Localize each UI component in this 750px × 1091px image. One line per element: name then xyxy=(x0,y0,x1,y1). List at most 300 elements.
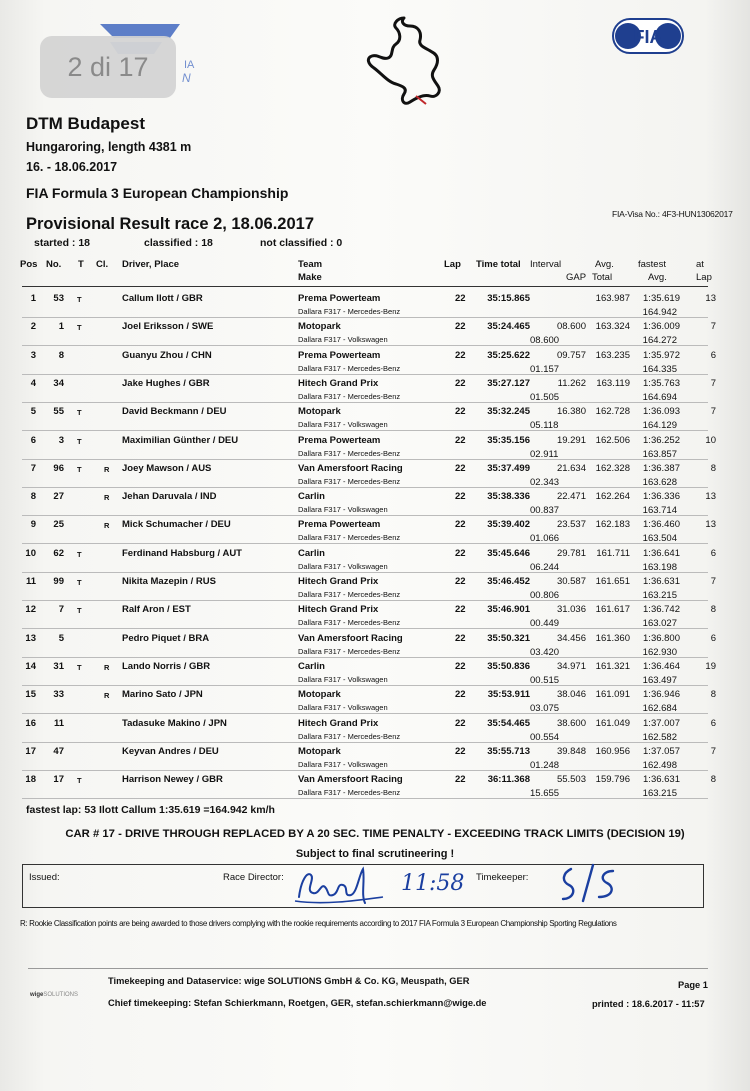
row-team: Motopark xyxy=(298,745,341,757)
row-gap: 02.343 xyxy=(530,476,560,488)
row-avg-speed: 161.651 xyxy=(595,576,630,587)
row-fastest-avg: 163.497 xyxy=(642,674,677,686)
row-fastest-lap: 1:37.057 xyxy=(643,745,680,757)
table-row xyxy=(0,545,750,573)
row-t-flag: T xyxy=(77,295,82,304)
row-number: 11 xyxy=(53,717,64,729)
row-team: Prema Powerteam xyxy=(298,434,381,446)
row-number: 96 xyxy=(53,462,64,474)
table-row xyxy=(0,290,750,318)
row-make: Dallara F317 - Volkswagen xyxy=(298,561,388,571)
row-time-total: 36:11.368 xyxy=(487,774,530,786)
row-number: 34 xyxy=(53,377,64,389)
row-make: Dallara F317 - Volkswagen xyxy=(298,703,388,713)
row-fastest-avg: 162.684 xyxy=(642,703,677,715)
row-fastest-lap: 1:35.763 xyxy=(643,377,680,389)
row-fastest-avg: 163.027 xyxy=(642,618,677,630)
row-pos: 5 xyxy=(30,406,36,418)
row-avg-speed: 163.235 xyxy=(595,349,630,361)
row-fastest-lap: 1:37.007 xyxy=(643,717,680,729)
row-time-total: 35:38.336 xyxy=(487,491,530,503)
row-number: 3 xyxy=(58,434,64,446)
row-fastest-avg: 163.714 xyxy=(642,505,677,517)
table-row xyxy=(0,432,750,460)
row-at-lap: 8 xyxy=(710,689,716,701)
row-make: Dallara F317 - Mercedes-Benz xyxy=(298,476,401,486)
row-fastest-avg: 163.504 xyxy=(642,533,677,545)
row-avg-speed: 161.321 xyxy=(595,660,630,672)
table-row xyxy=(0,460,750,488)
row-at-lap: 7 xyxy=(710,576,716,587)
row-interval: 21.634 xyxy=(556,462,586,474)
col-pos: Pos xyxy=(20,259,38,270)
row-avg-speed: 162.264 xyxy=(595,491,630,503)
row-laps: 22 xyxy=(455,491,466,503)
row-make: Dallara F317 - Volkswagen xyxy=(298,335,388,345)
row-t-flag: T xyxy=(77,606,82,616)
row-time-total: 35:55.713 xyxy=(487,745,530,757)
row-fastest-avg: 164.942 xyxy=(642,307,677,318)
row-time-total: 35:50.836 xyxy=(487,660,530,672)
row-number: 99 xyxy=(53,576,64,587)
row-number: 62 xyxy=(53,547,64,559)
row-interval: 29.781 xyxy=(556,547,586,559)
footer-chief-timekeeping: Chief timekeeping: Stefan Schierkmann, Roetgen, GER, stefan.schierkmann@wige.de xyxy=(108,998,487,1008)
row-fastest-lap: 1:36.252 xyxy=(643,434,680,446)
signature-time: 11:58 xyxy=(401,871,465,896)
row-at-lap: 7 xyxy=(710,321,716,333)
row-at-lap: 7 xyxy=(710,406,716,418)
row-laps: 22 xyxy=(455,434,466,446)
row-gap: 08.600 xyxy=(530,335,560,347)
row-laps: 22 xyxy=(455,774,466,786)
row-at-lap: 6 xyxy=(710,632,716,644)
col-fastest-avg: Avg. xyxy=(648,272,667,283)
row-interval: 23.537 xyxy=(556,519,586,531)
col-gap: GAP xyxy=(566,272,587,283)
row-fastest-avg: 164.694 xyxy=(642,391,677,403)
row-driver: Ralf Aron / EST xyxy=(122,604,191,616)
row-laps: 22 xyxy=(455,660,466,672)
row-make: Dallara F317 - Mercedes-Benz xyxy=(298,363,401,373)
row-gap: 15.655 xyxy=(530,788,560,800)
row-fastest-avg: 163.857 xyxy=(642,448,677,460)
championship-name: FIA Formula 3 European Championship xyxy=(26,185,289,201)
col-t: T xyxy=(78,259,84,270)
table-row xyxy=(0,658,750,686)
table-row xyxy=(0,516,750,544)
row-driver: David Beckmann / DEU xyxy=(122,406,227,418)
row-number: 17 xyxy=(53,774,64,786)
row-fastest-avg: 162.930 xyxy=(642,646,677,658)
row-number: 31 xyxy=(53,660,64,672)
row-gap: 01.505 xyxy=(530,391,560,403)
row-laps: 22 xyxy=(455,745,466,757)
col-make: Make xyxy=(298,272,322,283)
row-driver: Ferdinand Habsburg / AUT xyxy=(122,547,242,559)
table-row xyxy=(0,318,750,346)
row-driver: Guanyu Zhou / CHN xyxy=(122,349,212,361)
page-counter-badge: 2 di 17 xyxy=(40,36,176,98)
row-team: Motopark xyxy=(298,689,341,701)
row-pos: 9 xyxy=(30,519,36,531)
row-laps: 22 xyxy=(455,547,466,559)
row-fastest-avg: 164.335 xyxy=(642,363,677,375)
row-interval: 38.600 xyxy=(556,717,586,729)
row-driver: Nikita Mazepin / RUS xyxy=(122,576,216,587)
col-at-lap: Lap xyxy=(696,272,712,283)
svg-text:IA: IA xyxy=(184,59,195,71)
row-driver: Callum Ilott / GBR xyxy=(122,293,203,304)
row-fastest-lap: 1:36.387 xyxy=(643,462,680,474)
row-team: Hitech Grand Prix xyxy=(298,717,379,729)
row-make: Dallara F317 - Mercedes-Benz xyxy=(298,646,401,656)
row-fastest-lap: 1:36.742 xyxy=(643,604,680,616)
row-time-total: 35:35.156 xyxy=(487,434,530,446)
row-driver: Mick Schumacher / DEU xyxy=(122,519,231,531)
row-time-total: 35:25.622 xyxy=(487,349,530,361)
row-make: Dallara F317 - Volkswagen xyxy=(298,674,388,684)
row-gap: 01.066 xyxy=(530,533,560,545)
row-gap: 03.075 xyxy=(530,703,560,715)
row-fastest-lap: 1:36.460 xyxy=(643,519,680,531)
row-laps: 22 xyxy=(455,293,466,304)
row-laps: 22 xyxy=(455,377,466,389)
row-pos: 15 xyxy=(25,689,36,701)
row-number: 8 xyxy=(58,349,64,361)
row-team: Hitech Grand Prix xyxy=(298,377,379,389)
row-fastest-avg: 163.215 xyxy=(642,788,677,800)
row-rookie-flag: R xyxy=(104,662,110,672)
row-team: Hitech Grand Prix xyxy=(298,604,379,616)
row-time-total: 35:15.865 xyxy=(487,293,530,304)
penalty-note: CAR # 17 - DRIVE THROUGH REPLACED BY A 20 SEC. TIME PENALTY - EXCEEDING TRACK LIMITS (DECISION 19) xyxy=(65,828,685,840)
row-laps: 22 xyxy=(455,519,466,531)
race-director-label: Race Director: xyxy=(223,872,284,883)
row-time-total: 35:37.499 xyxy=(487,462,530,474)
row-interval: 34.971 xyxy=(556,660,586,672)
row-time-total: 35:39.402 xyxy=(487,519,530,531)
row-at-lap: 6 xyxy=(710,349,716,361)
row-at-lap: 6 xyxy=(710,717,716,729)
row-pos: 6 xyxy=(30,434,36,446)
row-gap: 06.244 xyxy=(530,561,560,573)
track-info: Hungaroring, length 4381 m xyxy=(26,140,192,154)
timekeeper-label: Timekeeper: xyxy=(476,872,529,883)
row-t-flag: T xyxy=(77,408,82,418)
row-interval: 19.291 xyxy=(556,434,586,446)
row-avg-speed: 161.049 xyxy=(595,717,630,729)
row-number: 7 xyxy=(58,604,64,616)
row-avg-speed: 161.091 xyxy=(595,689,630,701)
row-time-total: 35:50.321 xyxy=(487,632,530,644)
table-row xyxy=(0,347,750,375)
row-t-flag: T xyxy=(77,549,82,559)
row-laps: 22 xyxy=(455,689,466,701)
row-driver: Harrison Newey / GBR xyxy=(122,774,223,786)
row-team: Carlin xyxy=(298,491,325,503)
row-fastest-lap: 1:36.631 xyxy=(643,576,680,587)
col-interval: Interval xyxy=(530,259,562,270)
row-pos: 17 xyxy=(25,745,36,757)
row-gap: 05.118 xyxy=(530,420,559,432)
row-laps: 22 xyxy=(455,576,466,587)
row-team: Van Amersfoort Racing xyxy=(298,462,403,474)
row-fastest-avg: 164.129 xyxy=(642,420,677,432)
row-interval: 55.503 xyxy=(556,774,586,786)
row-driver: Lando Norris / GBR xyxy=(122,660,211,672)
row-time-total: 35:46.452 xyxy=(487,576,530,587)
row-laps: 22 xyxy=(455,717,466,729)
table-header-rule xyxy=(22,286,708,287)
wige-logo: wigeSOLUTIONS xyxy=(30,992,79,998)
row-make: Dallara F317 - Mercedes-Benz xyxy=(298,731,401,741)
row-fastest-lap: 1:36.464 xyxy=(643,660,680,672)
row-pos: 13 xyxy=(25,632,36,644)
row-rookie-flag: R xyxy=(104,521,110,531)
table-row xyxy=(0,375,750,403)
row-t-flag: T xyxy=(77,578,82,587)
row-pos: 16 xyxy=(25,717,36,729)
row-team: Carlin xyxy=(298,547,325,559)
row-fastest-avg: 163.198 xyxy=(642,561,677,573)
row-avg-speed: 160.956 xyxy=(595,745,630,757)
col-at: at xyxy=(696,259,704,270)
row-time-total: 35:27.127 xyxy=(487,377,530,389)
row-avg-speed: 163.987 xyxy=(595,293,630,304)
row-fastest-lap: 1:35.972 xyxy=(643,349,680,361)
hungaroring-track-map-icon xyxy=(360,14,470,110)
row-laps: 22 xyxy=(455,321,466,333)
row-separator xyxy=(22,798,708,799)
row-make: Dallara F317 - Mercedes-Benz xyxy=(298,590,401,599)
col-team: Team xyxy=(298,259,323,270)
timekeeper-signature xyxy=(553,859,633,909)
row-gap: 01.157 xyxy=(530,363,560,375)
row-gap: 00.806 xyxy=(530,590,560,601)
scrutineering-note: Subject to final scrutineering ! xyxy=(295,848,455,860)
row-at-lap: 10 xyxy=(705,434,716,446)
race-director-signature xyxy=(293,861,403,909)
row-avg-speed: 161.360 xyxy=(595,632,630,644)
row-at-lap: 13 xyxy=(705,491,716,503)
row-make: Dallara F317 - Volkswagen xyxy=(298,505,388,515)
row-interval: 38.046 xyxy=(556,689,586,701)
row-fastest-avg: 163.215 xyxy=(642,590,677,601)
row-interval: 11.262 xyxy=(557,377,586,389)
row-t-flag: T xyxy=(77,464,82,474)
result-title: Provisional Result race 2, 18.06.2017 xyxy=(26,215,315,233)
row-make: Dallara F317 - Mercedes-Benz xyxy=(298,391,401,401)
row-pos: 18 xyxy=(25,774,36,786)
row-pos: 3 xyxy=(30,349,36,361)
col-fastest: fastest xyxy=(638,259,666,270)
row-t-flag: T xyxy=(77,323,82,333)
col-lap: Lap xyxy=(444,259,461,270)
row-fastest-avg: 163.628 xyxy=(642,476,677,488)
row-make: Dallara F317 - Volkswagen xyxy=(298,759,388,769)
row-number: 1 xyxy=(58,321,64,333)
row-fastest-lap: 1:36.946 xyxy=(643,689,680,701)
row-make: Dallara F317 - Mercedes-Benz xyxy=(298,307,401,316)
row-number: 5 xyxy=(58,632,64,644)
table-row xyxy=(0,771,750,799)
row-at-lap: 6 xyxy=(710,547,716,559)
row-driver: Keyvan Andres / DEU xyxy=(122,745,219,757)
col-avg: Avg. xyxy=(595,259,614,270)
row-time-total: 35:32.245 xyxy=(487,406,530,418)
fia-logo xyxy=(612,18,684,54)
svg-text:FIA: FIA xyxy=(633,27,663,47)
row-time-total: 35:24.465 xyxy=(487,321,530,333)
row-number: 55 xyxy=(53,406,64,418)
row-avg-speed: 162.506 xyxy=(595,434,630,446)
row-at-lap: 19 xyxy=(705,660,716,672)
row-pos: 14 xyxy=(25,660,36,672)
row-team: Motopark xyxy=(298,321,341,333)
svg-text:N: N xyxy=(182,71,191,85)
row-at-lap: 13 xyxy=(705,293,716,304)
table-row xyxy=(0,743,750,771)
row-team: Carlin xyxy=(298,660,325,672)
row-interval: 39.848 xyxy=(556,745,586,757)
row-interval: 34.456 xyxy=(556,632,586,644)
row-fastest-avg: 164.272 xyxy=(642,335,677,347)
row-avg-speed: 162.183 xyxy=(595,519,630,531)
col-time-total: Time total xyxy=(476,259,521,270)
row-gap: 00.554 xyxy=(530,731,560,743)
row-fastest-lap: 1:35.619 xyxy=(643,293,680,304)
col-total: Total xyxy=(592,272,613,283)
row-fastest-lap: 1:36.009 xyxy=(643,321,680,333)
signature-box xyxy=(22,864,704,908)
row-at-lap: 7 xyxy=(710,745,716,757)
row-driver: Tadasuke Makino / JPN xyxy=(122,717,227,729)
table-row xyxy=(0,630,750,658)
row-avg-speed: 161.617 xyxy=(595,604,630,616)
row-pos: 11 xyxy=(25,576,36,587)
row-at-lap: 8 xyxy=(710,774,716,786)
row-fastest-lap: 1:36.631 xyxy=(643,774,680,786)
table-row xyxy=(0,573,750,601)
row-t-flag: T xyxy=(77,776,82,786)
col-cl: Cl. xyxy=(96,259,109,270)
row-driver: Joel Eriksson / SWE xyxy=(122,321,214,333)
row-time-total: 35:53.911 xyxy=(487,689,530,701)
row-laps: 22 xyxy=(455,604,466,616)
table-row xyxy=(0,601,750,629)
row-fastest-avg: 162.582 xyxy=(642,731,677,743)
row-fastest-lap: 1:36.093 xyxy=(643,406,680,418)
row-at-lap: 8 xyxy=(710,462,716,474)
row-gap: 01.248 xyxy=(530,759,560,771)
row-time-total: 35:45.646 xyxy=(487,547,530,559)
row-number: 53 xyxy=(53,293,64,304)
row-at-lap: 13 xyxy=(705,519,716,531)
row-pos: 4 xyxy=(30,377,36,389)
row-number: 33 xyxy=(53,689,64,701)
row-fastest-lap: 1:36.641 xyxy=(643,547,680,559)
row-laps: 22 xyxy=(455,462,466,474)
table-row xyxy=(0,715,750,743)
footer-timekeeping: Timekeeping and Dataservice: wige SOLUTIONS GmbH & Co. KG, Meuspath, GER xyxy=(108,976,470,986)
row-number: 27 xyxy=(53,491,64,503)
row-avg-speed: 163.324 xyxy=(595,321,630,333)
row-laps: 22 xyxy=(455,632,466,644)
row-interval: 16.380 xyxy=(556,406,586,418)
row-make: Dallara F317 - Mercedes-Benz xyxy=(298,618,401,628)
row-driver: Marino Sato / JPN xyxy=(122,689,203,701)
row-pos: 2 xyxy=(30,321,36,333)
row-interval: 08.600 xyxy=(556,321,586,333)
row-pos: 1 xyxy=(30,293,36,304)
classified-count: classified : 18 xyxy=(144,237,213,249)
row-pos: 7 xyxy=(30,462,36,474)
table-row xyxy=(0,686,750,714)
row-driver: Pedro Piquet / BRA xyxy=(122,632,210,644)
row-gap: 00.449 xyxy=(530,618,560,630)
row-t-flag: T xyxy=(77,662,82,672)
row-gap: 00.515 xyxy=(530,674,560,686)
row-driver: Maximilian Günther / DEU xyxy=(122,434,239,446)
issued-label: Issued: xyxy=(29,872,60,883)
row-time-total: 35:46.901 xyxy=(487,604,530,616)
row-make: Dallara F317 - Mercedes-Benz xyxy=(298,788,401,798)
row-make: Dallara F317 - Mercedes-Benz xyxy=(298,533,401,543)
row-pos: 8 xyxy=(30,491,36,503)
table-row xyxy=(0,488,750,516)
row-team: Motopark xyxy=(298,406,341,418)
row-driver: Jake Hughes / GBR xyxy=(122,377,210,389)
row-make: Dallara F317 - Mercedes-Benz xyxy=(298,448,401,458)
row-fastest-lap: 1:36.336 xyxy=(643,491,680,503)
rookie-note: R: Rookie Classification points are being awarded to those drivers complying with the rookie requirements according to 2017 FIA Formula 3 European Championship Sporting Regulations xyxy=(20,919,617,928)
row-driver: Jehan Daruvala / IND xyxy=(122,491,217,503)
row-number: 25 xyxy=(53,519,64,531)
row-rookie-flag: R xyxy=(104,493,110,503)
row-interval: 31.036 xyxy=(556,604,586,616)
event-dates: 16. - 18.06.2017 xyxy=(26,160,118,174)
footer-printed: printed : 18.6.2017 - 11:57 xyxy=(592,999,705,1009)
row-gap: 03.420 xyxy=(530,646,560,658)
row-gap: 00.837 xyxy=(530,505,560,517)
row-avg-speed: 162.728 xyxy=(595,406,630,418)
row-team: Van Amersfoort Racing xyxy=(298,632,403,644)
row-avg-speed: 161.711 xyxy=(596,547,630,559)
row-laps: 22 xyxy=(455,406,466,418)
row-interval: 22.471 xyxy=(556,491,586,503)
row-team: Prema Powerteam xyxy=(298,519,381,531)
row-team: Prema Powerteam xyxy=(298,349,381,361)
row-number: 47 xyxy=(53,745,64,757)
table-row xyxy=(0,403,750,431)
col-no: No. xyxy=(46,259,62,270)
row-team: Prema Powerteam xyxy=(298,293,381,304)
row-make: Dallara F317 - Volkswagen xyxy=(298,420,388,430)
started-count: started : 18 xyxy=(34,237,91,249)
row-interval: 09.757 xyxy=(556,349,586,361)
col-driver: Driver, Place xyxy=(122,259,180,270)
fastest-lap-note: fastest lap: 53 Ilott Callum 1:35.619 =164.942 km/h xyxy=(26,804,275,816)
row-laps: 22 xyxy=(455,349,466,361)
row-gap: 02.911 xyxy=(530,448,559,460)
row-avg-speed: 163.119 xyxy=(596,377,630,389)
row-pos: 10 xyxy=(25,547,36,559)
footer-page-number: Page 1 xyxy=(678,980,708,990)
not-classified-count: not classified : 0 xyxy=(260,237,343,249)
row-rookie-flag: R xyxy=(104,464,110,474)
row-rookie-flag: R xyxy=(104,691,110,701)
